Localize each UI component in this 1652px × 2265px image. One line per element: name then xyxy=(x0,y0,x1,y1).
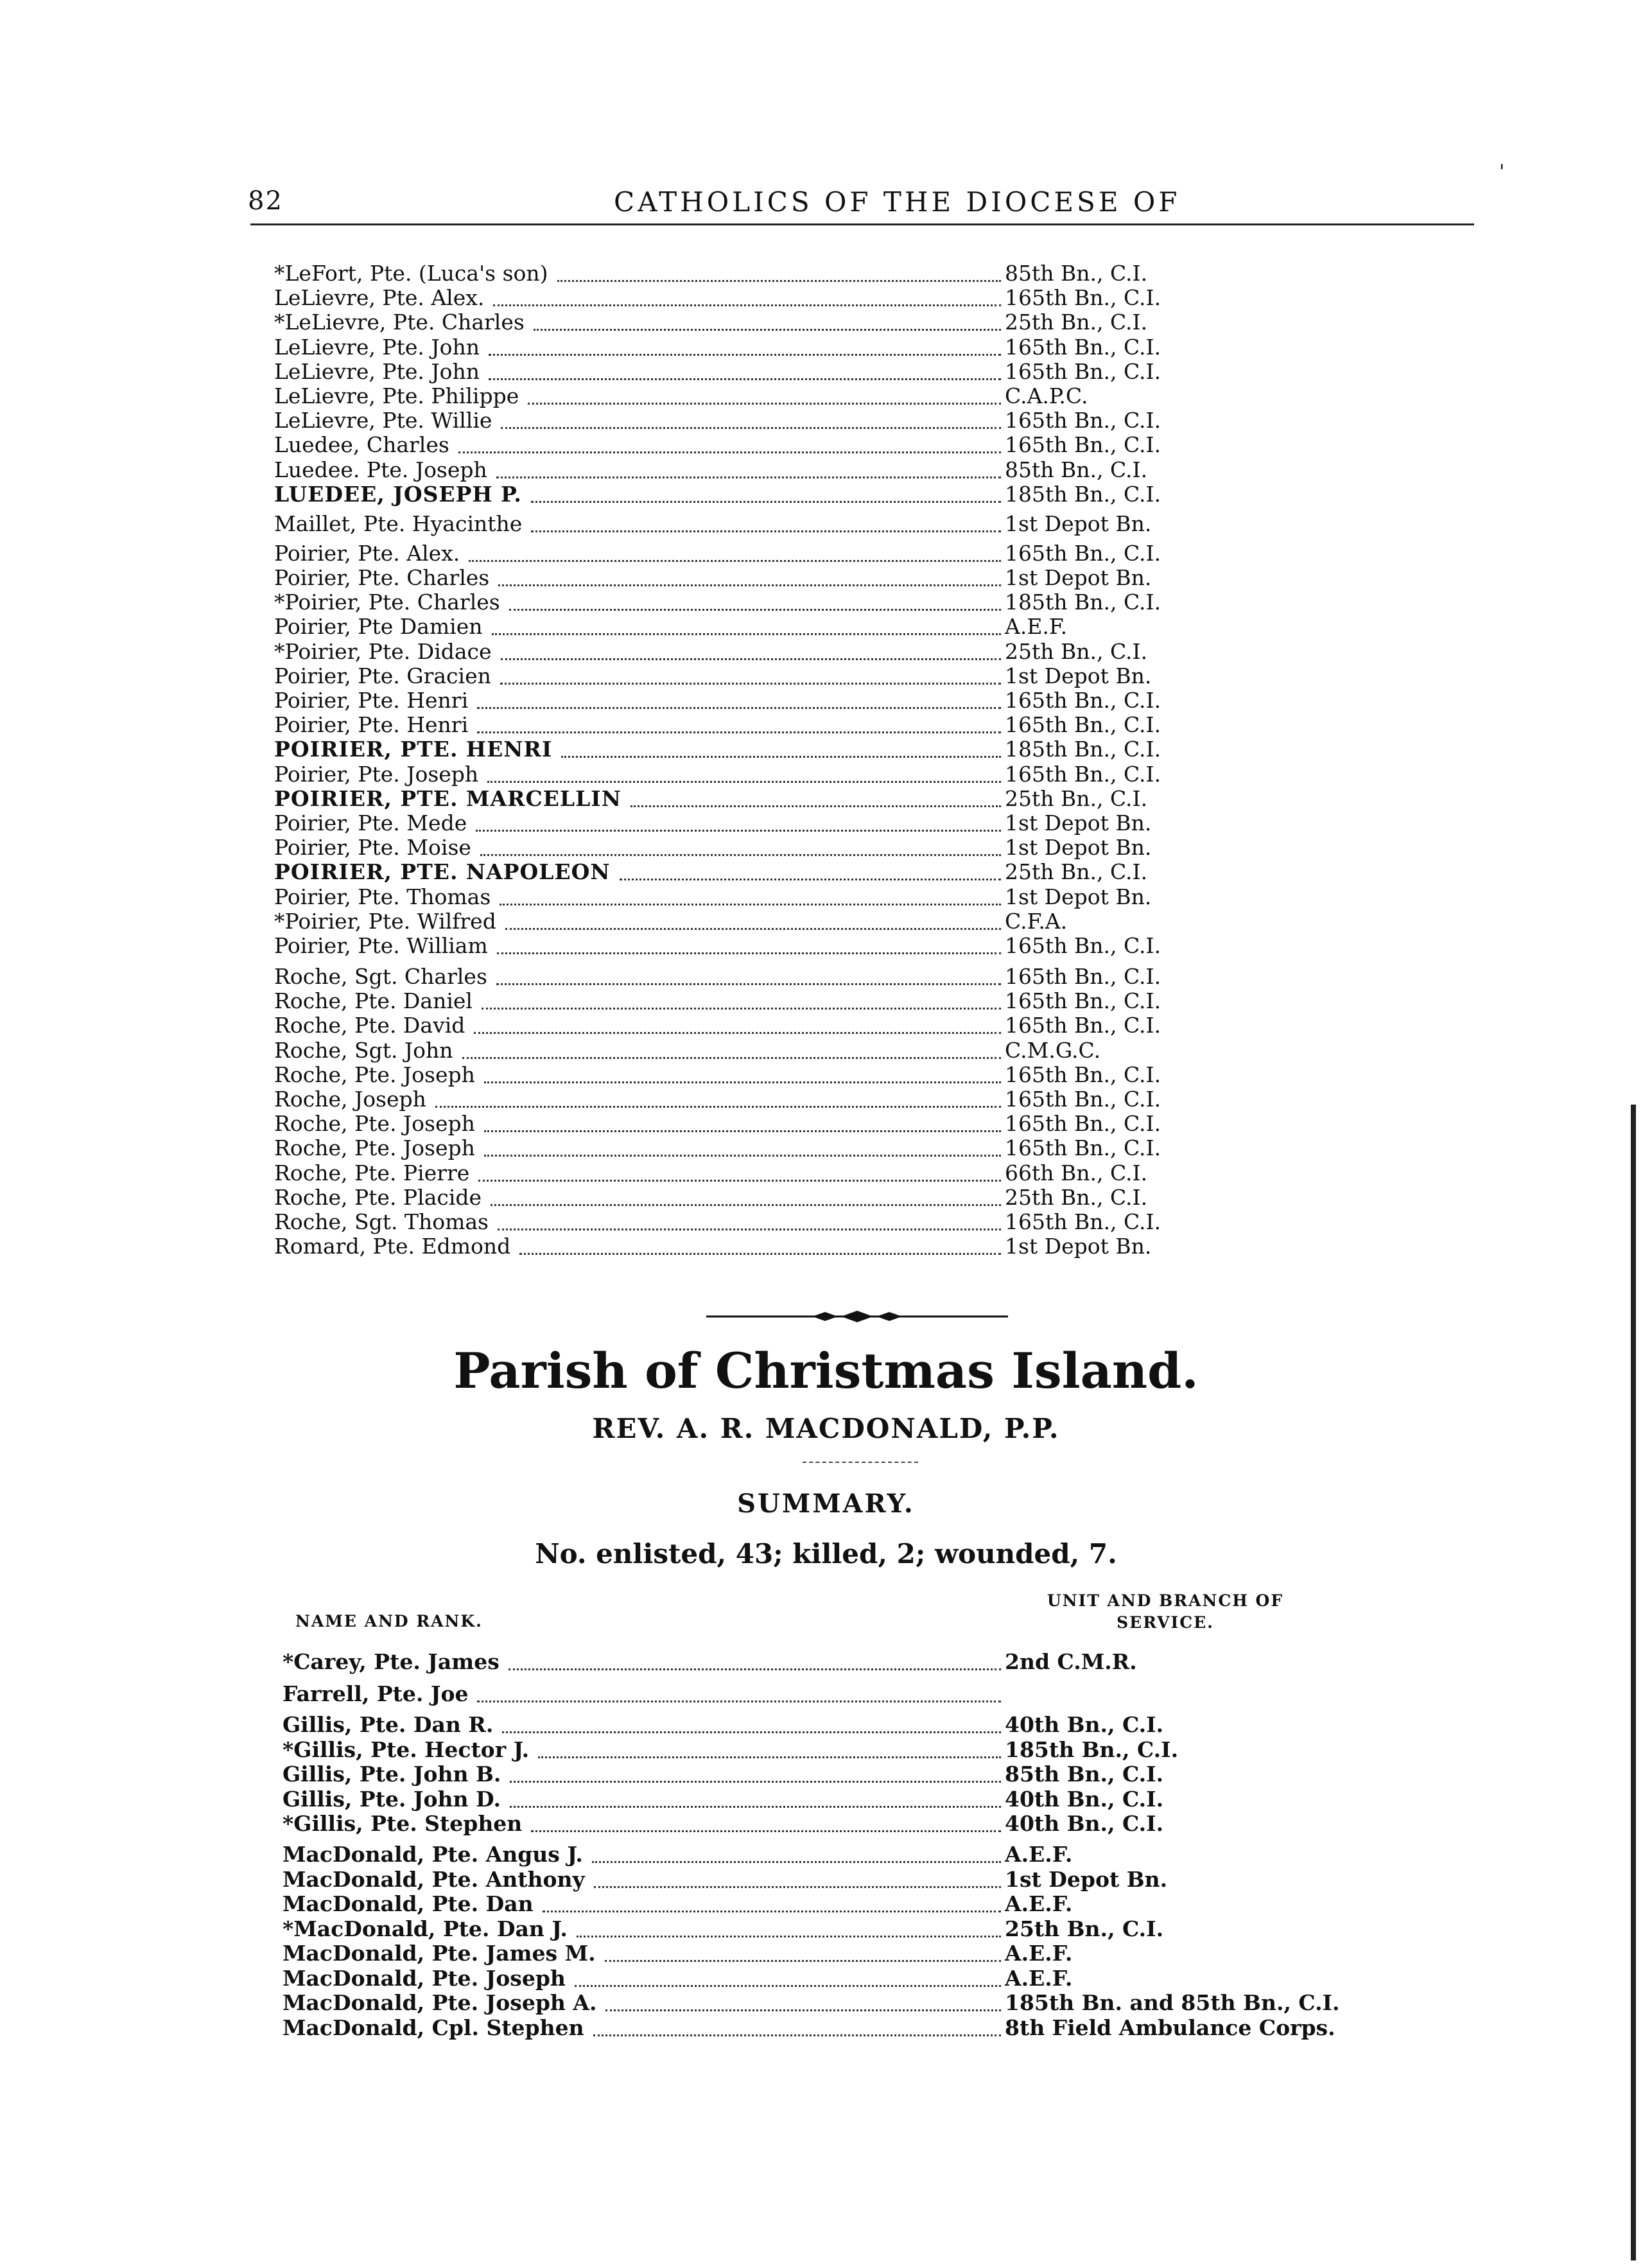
list-entry xyxy=(274,990,1438,1013)
entry-unit: 85th Bn., C.I. xyxy=(1005,1762,1164,1787)
dot-leader xyxy=(458,439,1001,453)
list-entry xyxy=(274,1186,1438,1209)
entry-name: Gillis, Pte. Dan R. xyxy=(283,1712,494,1737)
list-entry xyxy=(274,1162,1438,1185)
dot-leader xyxy=(498,1216,1001,1230)
list-entry xyxy=(274,311,1438,334)
list-entry xyxy=(274,1137,1438,1160)
dot-leader xyxy=(509,596,1001,611)
entry-name: Roche, Sgt. John xyxy=(274,1037,453,1063)
list-entry xyxy=(283,1991,1438,2015)
dot-leader xyxy=(482,995,1001,1010)
entry-name: LeLievre, Pte. John xyxy=(274,358,480,384)
list-entry xyxy=(274,483,1438,506)
dot-leader xyxy=(531,518,1001,532)
entry-unit: 165th Bn., C.I. xyxy=(1005,1013,1161,1038)
entry-name: *Gillis, Pte. Hector J. xyxy=(283,1736,530,1762)
entry-name: POIRIER, PTE. NAPOLEON xyxy=(274,859,611,885)
column-heading-unit xyxy=(1037,1590,1294,1634)
list-entry xyxy=(274,689,1438,712)
entry-unit: 165th Bn., C.I. xyxy=(1005,712,1161,738)
entry-unit: 66th Bn., C.I. xyxy=(1005,1160,1148,1185)
dot-leader xyxy=(501,414,1001,429)
entry-name: Luedee. Pte. Joseph xyxy=(274,457,487,482)
list-entry xyxy=(274,566,1438,590)
list-entry xyxy=(283,2016,1438,2040)
entry-unit: 8th Field Ambulance Corps. xyxy=(1005,2015,1335,2040)
entry-unit: 1st Depot Bn. xyxy=(1005,1866,1168,1892)
list-entry xyxy=(283,1763,1438,1786)
column-heading-unit-line1: UNIT AND BRANCH OF xyxy=(1047,1591,1284,1610)
dot-leader xyxy=(543,1898,1001,1912)
dot-leader xyxy=(500,670,1001,685)
entry-name: POIRIER, PTE. HENRI xyxy=(274,737,553,762)
entry-unit: 165th Bn., C.I. xyxy=(1005,540,1161,566)
entry-unit: 1st Depot Bn. xyxy=(1005,835,1152,861)
entry-unit: 2nd C.M.R. xyxy=(1005,1649,1137,1674)
entry-name: Romard, Pte. Edmond xyxy=(274,1234,511,1259)
entry-unit: 165th Bn., C.I. xyxy=(1005,964,1161,989)
list-entry xyxy=(283,1967,1438,1990)
list-entry xyxy=(283,1650,1438,1674)
entry-name: Poirier, Pte. Alex. xyxy=(274,540,460,566)
section-divider-ornament xyxy=(706,1310,1008,1323)
dot-leader xyxy=(496,464,1001,478)
entry-name: Roche, Sgt. Thomas xyxy=(274,1209,489,1234)
page-header xyxy=(248,186,1474,225)
list-entry xyxy=(283,1942,1438,1965)
dot-leader xyxy=(561,743,1001,758)
list-entry xyxy=(274,1235,1438,1258)
entry-unit: 185th Bn., C.I. xyxy=(1005,481,1161,507)
dot-leader xyxy=(487,768,1001,783)
parish-priest: REV. A. R. MACDONALD, P.P. xyxy=(592,1413,1060,1444)
dot-leader xyxy=(592,1848,1001,1863)
entry-unit: 185th Bn., C.I. xyxy=(1005,590,1161,615)
dot-leader xyxy=(489,365,1001,380)
list-entry xyxy=(274,910,1438,933)
dot-leader xyxy=(502,1718,1001,1733)
entry-name: *LeLievre, Pte. Charles xyxy=(274,310,525,335)
list-entry xyxy=(274,787,1438,810)
entry-name: *LeFort, Pte. (Luca's son) xyxy=(274,261,548,286)
dot-leader xyxy=(620,866,1001,880)
list-entry xyxy=(274,934,1438,958)
entry-name: MacDonald, Pte. Anthony xyxy=(283,1866,585,1892)
entry-unit: 165th Bn., C.I. xyxy=(1005,688,1161,713)
dot-leader xyxy=(462,1044,1001,1059)
entry-name: Gillis, Pte. John D. xyxy=(283,1786,501,1812)
entry-name: Poirier, Pte. Moise xyxy=(274,835,471,861)
summary-heading: SUMMARY. xyxy=(737,1489,915,1519)
entry-name: *MacDonald, Pte. Dan J. xyxy=(283,1916,568,1941)
entry-name: Poirier, Pte. Mede xyxy=(274,810,467,835)
dot-leader xyxy=(630,792,1001,807)
entry-unit: 25th Bn., C.I. xyxy=(1005,310,1148,335)
dot-leader xyxy=(593,2022,1001,2036)
dot-leader xyxy=(505,915,1001,930)
list-entry xyxy=(274,542,1438,565)
entry-name: LeLievre, Pte. Alex. xyxy=(274,285,485,311)
dot-leader xyxy=(469,547,1001,562)
entry-unit: 165th Bn., C.I. xyxy=(1005,432,1161,458)
stray-mark: ' xyxy=(1499,161,1505,183)
entry-unit: A.E.F. xyxy=(1005,614,1068,640)
entry-unit: 165th Bn., C.I. xyxy=(1005,988,1161,1014)
entry-unit: 1st Depot Bn. xyxy=(1005,511,1152,536)
dot-leader xyxy=(491,1191,1001,1206)
entry-name: *Carey, Pte. James xyxy=(283,1649,500,1674)
list-entry xyxy=(274,640,1438,663)
entry-name: *Poirier, Pte. Wilfred xyxy=(274,908,496,934)
entry-name: Poirier, Pte. Thomas xyxy=(274,884,491,909)
entry-name: LUEDEE, JOSEPH P. xyxy=(274,481,522,507)
entry-name: Poirier, Pte Damien xyxy=(274,614,483,640)
entry-unit: 25th Bn., C.I. xyxy=(1005,638,1148,664)
entry-unit: 165th Bn., C.I. xyxy=(1005,761,1161,787)
entry-unit: A.E.F. xyxy=(1005,1941,1073,1966)
entry-name: MacDonald, Pte. Angus J. xyxy=(283,1842,583,1867)
dot-leader xyxy=(594,1873,1001,1888)
entry-unit: 25th Bn., C.I. xyxy=(1005,785,1148,811)
entry-name: Poirier, Pte. Henri xyxy=(274,712,469,738)
dot-leader xyxy=(435,1093,1001,1108)
entry-name: Roche, Pte. Joseph xyxy=(274,1062,475,1087)
entry-unit: 1st Depot Bn. xyxy=(1005,810,1152,835)
entry-unit: A.E.F. xyxy=(1005,1842,1073,1867)
list-entry xyxy=(274,1039,1438,1062)
list-entry xyxy=(274,1063,1438,1087)
entry-name: Maillet, Pte. Hyacinthe xyxy=(274,511,523,536)
list-entry xyxy=(274,738,1438,761)
dot-leader xyxy=(478,1167,1001,1182)
dot-leader xyxy=(493,292,1001,306)
list-entry xyxy=(274,591,1438,614)
entry-name: MacDonald, Pte. Joseph A. xyxy=(283,1990,597,2015)
list-entry xyxy=(274,385,1438,408)
entry-unit: 185th Bn., C.I. xyxy=(1005,1736,1179,1762)
entry-name: MacDonald, Pte. Dan xyxy=(283,1891,534,1916)
entry-name: MacDonald, Pte. Joseph xyxy=(283,1965,566,1991)
entry-name: Poirier, Pte. Henri xyxy=(274,688,469,713)
entry-name: Roche, Pte. David xyxy=(274,1013,465,1038)
entry-name: Roche, Pte. Daniel xyxy=(274,988,473,1014)
column-heading-name: NAME AND RANK. xyxy=(295,1612,483,1631)
header-rule xyxy=(250,223,1474,225)
entry-name: Poirier, Pte. Gracien xyxy=(274,663,491,688)
entry-unit: 40th Bn., C.I. xyxy=(1005,1712,1164,1737)
list-entry xyxy=(274,459,1438,482)
entry-unit: 165th Bn., C.I. xyxy=(1005,1087,1161,1112)
running-title: CATHOLICS OF THE DIOCESE OF xyxy=(614,186,1181,218)
entry-unit: 40th Bn., C.I. xyxy=(1005,1811,1164,1836)
entry-unit: 1st Depot Bn. xyxy=(1005,565,1152,590)
entry-unit: 165th Bn., C.I. xyxy=(1005,1111,1161,1137)
list-entry xyxy=(274,360,1438,383)
list-entry xyxy=(274,1014,1438,1037)
entry-name: *Poirier, Pte. Didace xyxy=(274,638,492,664)
entry-unit: 25th Bn., C.I. xyxy=(1005,1184,1148,1210)
list-entry xyxy=(283,1843,1438,1866)
dot-leader xyxy=(534,316,1001,331)
entry-name: Roche, Joseph xyxy=(274,1087,426,1112)
dot-leader xyxy=(496,970,1001,985)
entry-unit: 85th Bn., C.I. xyxy=(1005,261,1148,286)
entry-name: Gillis, Pte. John B. xyxy=(283,1762,501,1787)
list-entry xyxy=(274,1211,1438,1234)
summary-text: No. enlisted, 43; killed, 2; wounded, 7. xyxy=(535,1538,1117,1570)
list-entry xyxy=(274,763,1438,786)
entry-name: Poirier, Pte. William xyxy=(274,933,488,958)
entry-unit: 165th Bn., C.I. xyxy=(1005,1209,1161,1234)
dot-leader xyxy=(510,1793,1001,1808)
dot-leader xyxy=(509,1656,1001,1670)
page-edge-shadow xyxy=(1631,1105,1636,2261)
entry-unit: 1st Depot Bn. xyxy=(1005,1234,1152,1259)
dot-leader xyxy=(531,488,1001,503)
list-entry xyxy=(283,1738,1438,1762)
list-entry xyxy=(274,886,1438,909)
entry-unit: 165th Bn., C.I. xyxy=(1005,408,1161,433)
list-entry xyxy=(283,1788,1438,1811)
entry-unit: 165th Bn., C.I. xyxy=(1005,334,1161,360)
entry-unit: 165th Bn., C.I. xyxy=(1005,285,1161,311)
entry-unit: 165th Bn., C.I. xyxy=(1005,1135,1161,1161)
entry-unit: 185th Bn., C.I. xyxy=(1005,737,1161,762)
dot-leader xyxy=(557,267,1001,282)
entry-name: Roche, Sgt. Charles xyxy=(274,964,487,989)
list-entry xyxy=(283,1918,1438,1941)
entry-name: LeLievre, Pte. Philippe xyxy=(274,383,519,408)
dot-leader xyxy=(519,1240,1001,1255)
entry-name: MacDonald, Pte. James M. xyxy=(283,1941,596,1966)
dash-rule xyxy=(803,1462,918,1464)
page-number: 82 xyxy=(248,186,283,216)
list-entry xyxy=(274,433,1438,457)
entry-unit: 1st Depot Bn. xyxy=(1005,884,1152,909)
dot-leader xyxy=(538,1744,1001,1758)
entry-name: MacDonald, Cpl. Stephen xyxy=(283,2015,584,2040)
list-entry xyxy=(274,1112,1438,1135)
entry-name: *Gillis, Pte. Stephen xyxy=(283,1811,523,1836)
entry-unit: 1st Depot Bn. xyxy=(1005,663,1152,688)
entry-name: *Poirier, Pte. Charles xyxy=(274,590,500,615)
dot-leader xyxy=(510,1768,1001,1783)
list-entry xyxy=(274,262,1438,285)
entry-unit: 185th Bn. and 85th Bn., C.I. xyxy=(1005,1990,1340,2015)
entry-unit: 165th Bn., C.I. xyxy=(1005,358,1161,384)
dot-leader xyxy=(480,841,1001,856)
dot-leader xyxy=(477,719,1001,733)
entry-name: Farrell, Pte. Joe xyxy=(283,1681,469,1706)
list-entry xyxy=(274,1088,1438,1111)
list-entry xyxy=(274,713,1438,737)
entry-unit: 25th Bn., C.I. xyxy=(1005,1916,1164,1941)
parish-title: Parish of Christmas Island. xyxy=(453,1342,1199,1399)
dot-leader xyxy=(498,572,1001,586)
column-heading-unit-line2: SERVICE. xyxy=(1117,1613,1214,1632)
entry-name: Roche, Pte. Placide xyxy=(274,1184,482,1210)
list-entry xyxy=(283,1893,1438,1916)
entry-name: Roche, Pte. Joseph xyxy=(274,1135,475,1161)
list-entry xyxy=(274,336,1438,359)
entry-unit: 25th Bn., C.I. xyxy=(1005,859,1148,885)
list-entry xyxy=(274,615,1438,638)
dot-leader xyxy=(605,1997,1001,2011)
dot-leader xyxy=(476,817,1001,832)
dot-leader xyxy=(489,341,1001,356)
entry-unit: 165th Bn., C.I. xyxy=(1005,1062,1161,1087)
dot-leader xyxy=(501,645,1001,660)
dot-leader xyxy=(575,1972,1001,1987)
dot-leader xyxy=(531,1817,1001,1832)
entry-name: LeLievre, Pte. John xyxy=(274,334,480,360)
entry-unit: C.M.G.C. xyxy=(1005,1037,1101,1063)
list-entry xyxy=(283,1683,1438,1706)
dot-leader xyxy=(484,1069,1001,1083)
list-entry xyxy=(274,512,1438,536)
dot-leader xyxy=(500,891,1001,905)
entry-unit: 165th Bn., C.I. xyxy=(1005,933,1161,958)
list-entry xyxy=(274,286,1438,310)
list-entry xyxy=(283,1713,1438,1736)
list-entry xyxy=(274,965,1438,988)
dot-leader xyxy=(605,1947,1001,1962)
entry-name: Luedee, Charles xyxy=(274,432,449,458)
dot-leader xyxy=(492,620,1001,635)
entry-name: POIRIER, PTE. MARCELLIN xyxy=(274,785,622,811)
entry-name: Poirier, Pte. Charles xyxy=(274,565,490,590)
entry-unit: A.E.F. xyxy=(1005,1891,1073,1916)
list-entry xyxy=(283,1868,1438,1891)
list-entry xyxy=(274,861,1438,884)
entry-unit: 85th Bn., C.I. xyxy=(1005,457,1148,482)
list-entry xyxy=(274,812,1438,835)
entry-unit: 40th Bn., C.I. xyxy=(1005,1786,1164,1812)
dot-leader xyxy=(497,940,1001,954)
entry-name: LeLievre, Pte. Willie xyxy=(274,408,492,433)
dot-leader xyxy=(474,1019,1001,1034)
entry-name: Roche, Pte. Pierre xyxy=(274,1160,470,1185)
entry-unit: A.E.F. xyxy=(1005,1965,1073,1991)
list-entry xyxy=(274,409,1438,432)
entry-unit: C.F.A. xyxy=(1005,908,1068,934)
dot-leader xyxy=(477,694,1001,709)
dot-leader xyxy=(577,1923,1001,1937)
list-entry xyxy=(283,1812,1438,1835)
dot-leader xyxy=(528,390,1001,405)
entry-unit: C.A.P.C. xyxy=(1005,383,1088,408)
dot-leader xyxy=(477,1688,1001,1702)
dot-leader xyxy=(484,1117,1001,1132)
entry-name: Roche, Pte. Joseph xyxy=(274,1111,475,1137)
dot-leader xyxy=(484,1142,1001,1157)
list-entry xyxy=(274,665,1438,688)
entry-name: Poirier, Pte. Joseph xyxy=(274,761,479,787)
list-entry xyxy=(274,836,1438,859)
